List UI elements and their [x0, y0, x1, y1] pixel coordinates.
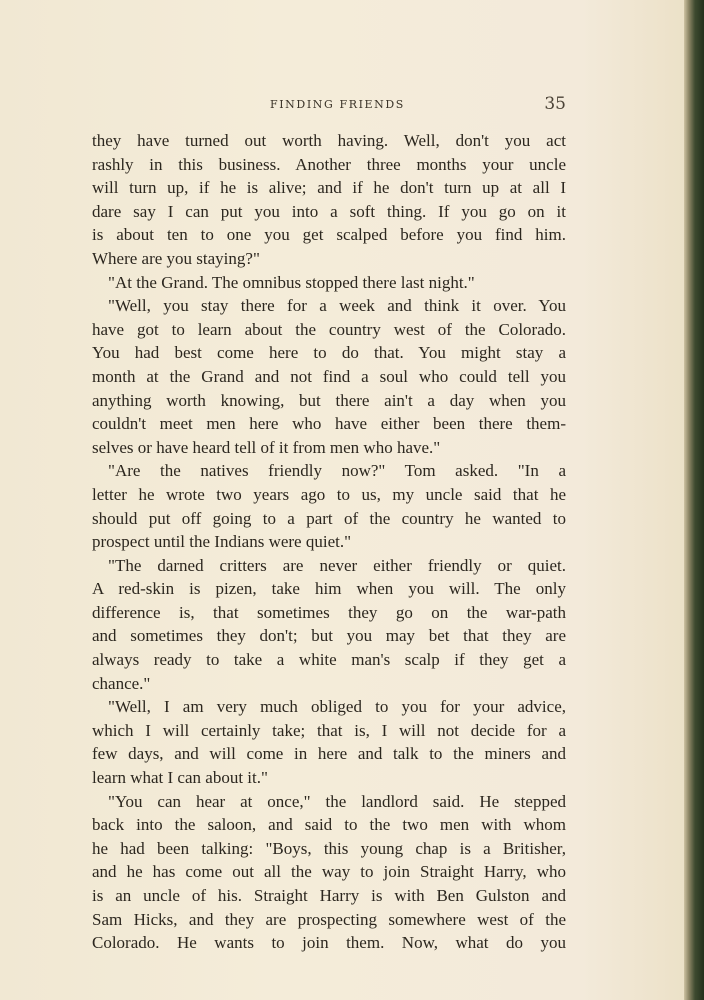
- text-line: is about ten to one you get scalped before you find him.: [92, 225, 566, 245]
- text-line: they have turned out worth having. Well, don't you act: [92, 131, 566, 150]
- text-line: rashly in this business. Another three months your uncle: [92, 154, 566, 174]
- text-line: is an uncle of his. Straight Harry is with Ben Gulston and: [92, 886, 566, 905]
- text-line: prospect until the Indians were quiet.": [92, 532, 352, 552]
- text-line: "The darned critters are never either friendly or quiet.: [108, 555, 566, 575]
- text-line: Sam Hicks, and they are prospecting somewhere west of the: [92, 909, 566, 929]
- book-binding-edge: [684, 0, 704, 1000]
- text-line: "Well, I am very much obliged to you for your advice,: [108, 697, 566, 717]
- text-line: A red-skin is pizen, take him when you will. The only: [92, 579, 566, 599]
- text-line: selves or have heard tell of it from men who have.": [92, 437, 441, 457]
- text-line: Colorado. He wants to join them. Now, what do you: [92, 933, 566, 953]
- body-text: [92, 129, 566, 955]
- text-line: have got to learn about the country west of the Colorado.: [92, 319, 566, 339]
- text-line: chance.": [92, 673, 151, 693]
- text-line: back into the saloon, and said to the two men with whom: [92, 815, 566, 835]
- text-line: "Are the natives friendly now?" Tom asked. "In a: [108, 461, 566, 481]
- text-line: learn what I can about it.": [92, 768, 268, 788]
- text-line: anything worth knowing, but there ain't a day when you: [92, 390, 566, 410]
- text-line: "Well, you stay there for a week and think it over. You: [108, 296, 566, 316]
- running-head: [92, 96, 566, 116]
- text-line: "You can hear at once," the landlord said. He stepped: [108, 791, 566, 811]
- text-line: month at the Grand and not find a soul who could tell you: [92, 366, 566, 386]
- text-line: few days, and will come in here and talk to the miners and: [92, 744, 566, 764]
- text-line: which I will certainly take; that is, I will not decide for a: [92, 720, 566, 740]
- text-line: should put off going to a part of the country he wanted to: [92, 508, 566, 528]
- text-line: couldn't meet men here who have either been there them-: [92, 414, 566, 434]
- text-line: Where are you staying?": [92, 248, 260, 268]
- page-number: 35: [544, 94, 566, 114]
- text-line: will turn up, if he is alive; and if he don't turn up at all I: [92, 178, 566, 198]
- text-line: letter he wrote two years ago to us, my uncle said that he: [92, 484, 566, 504]
- text-line: he had been talking: "Boys, this young chap is a Britisher,: [92, 838, 566, 858]
- text-line: always ready to take a white man's scalp if they get a: [92, 650, 566, 670]
- running-title: FINDING FRIENDS: [270, 98, 405, 111]
- text-line: and he has come out all the way to join Straight Harry, who: [92, 862, 566, 882]
- text-line: "At the Grand. The omnibus stopped there last night.": [108, 272, 475, 292]
- text-line: and sometimes they don't; but you may bet that they are: [92, 626, 566, 646]
- text-line: You had best come here to do that. You might stay a: [92, 343, 566, 363]
- text-line: dare say I can put you into a soft thing. If you go on it: [92, 201, 566, 221]
- text-line: difference is, that sometimes they go on the war-path: [92, 602, 566, 622]
